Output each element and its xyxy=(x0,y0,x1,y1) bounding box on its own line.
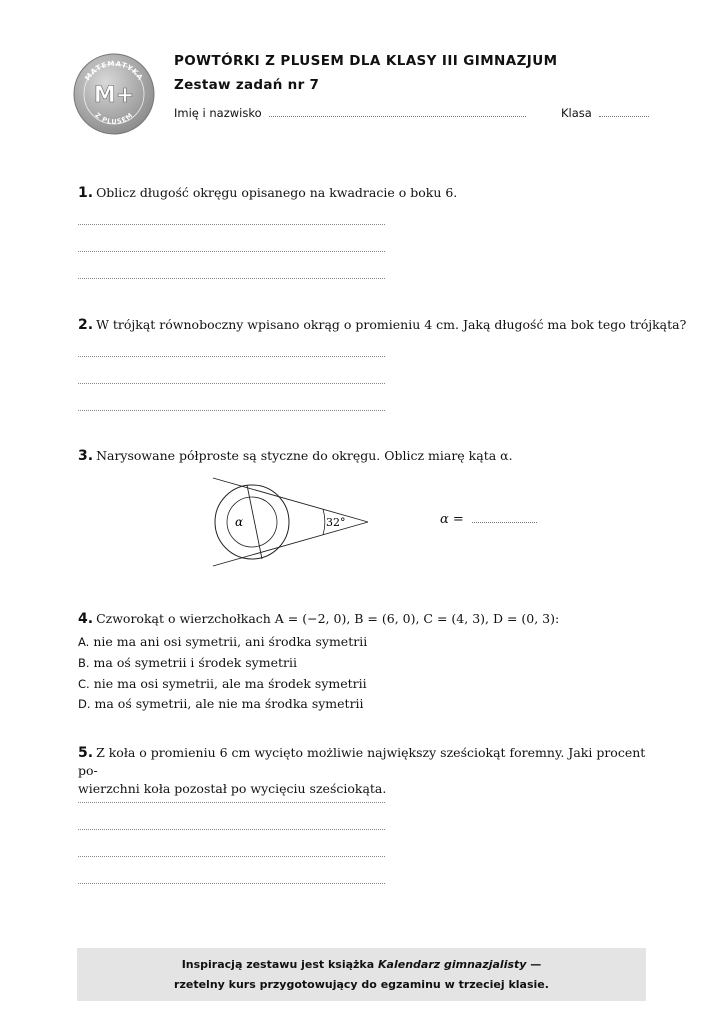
answer-line[interactable] xyxy=(78,356,385,357)
option-a[interactable]: A. nie ma ani osi symetrii, ani środka symetrii xyxy=(78,634,368,649)
name-label: Imię i nazwisko xyxy=(174,106,262,120)
name-field[interactable] xyxy=(269,106,526,117)
set-subtitle: Zestaw zadań nr 7 xyxy=(174,77,320,93)
alpha-answer-field[interactable] xyxy=(472,512,537,523)
answer-line[interactable] xyxy=(78,224,385,225)
answer-line[interactable] xyxy=(78,856,385,857)
tangent-figure xyxy=(205,472,380,572)
footer-line-2: rzetelny kurs przygotowujący do egzaminu w trzeciej klasie. xyxy=(174,978,549,991)
task-5: 5. Z koła o promieniu 6 cm wycięto możliwie największy sześciokąt foremny. Jaki procent po- wierzchni koła pozostał po wycięciu sześciokąta. xyxy=(78,745,646,796)
svg-text:M+: M+ xyxy=(93,83,135,108)
answer-line[interactable] xyxy=(78,802,385,803)
task-3: 3. Narysowane półproste są styczne do okręgu. Oblicz miarę kąta α. xyxy=(78,448,513,464)
class-field[interactable] xyxy=(599,106,649,117)
footer-line-1: Inspiracją zestawu jest książka Kalendarz gimnazjalisty — xyxy=(181,958,542,971)
task-4: 4. Czworokąt o wierzchołkach A = (−2, 0), B = (6, 0), C = (4, 3), D = (0, 3): xyxy=(78,611,560,627)
name-row xyxy=(174,106,526,120)
svg-text:Z PLUSEM: Z PLUSEM xyxy=(93,110,135,126)
answer-line[interactable] xyxy=(78,829,385,830)
class-row xyxy=(561,106,649,120)
alpha-answer: α = xyxy=(440,512,537,527)
answer-line[interactable] xyxy=(78,251,385,252)
alpha-label: α xyxy=(235,515,244,529)
page-title: POWTÓRKI Z PLUSEM DLA KLASY III GIMNAZJUM xyxy=(174,53,558,69)
option-d[interactable]: D. ma oś symetrii, ale nie ma środka symetrii xyxy=(78,696,364,711)
answer-line[interactable] xyxy=(78,410,385,411)
angle-label: 32° xyxy=(326,516,346,529)
answer-line[interactable] xyxy=(78,278,385,279)
option-b[interactable]: B. ma oś symetrii i środek symetrii xyxy=(78,655,297,670)
footer-box xyxy=(77,948,646,1001)
class-label: Klasa xyxy=(561,106,592,120)
answer-line[interactable] xyxy=(78,883,385,884)
book-title: Kalendarz gimnazjalisty xyxy=(378,958,527,971)
task-2: 2. W trójkąt równoboczny wpisano okrąg o promieniu 4 cm. Jaką długość ma bok tego trójkąta? xyxy=(78,317,687,333)
matematyka-z-plusem-logo xyxy=(73,53,155,135)
option-c[interactable]: C. nie ma osi symetrii, ale ma środek symetrii xyxy=(78,676,367,691)
svg-text:MATEMATYKA: MATEMATYKA xyxy=(83,59,145,83)
task-1: 1. Oblicz długość okręgu opisanego na kwadracie o boku 6. xyxy=(78,185,458,201)
answer-line[interactable] xyxy=(78,383,385,384)
